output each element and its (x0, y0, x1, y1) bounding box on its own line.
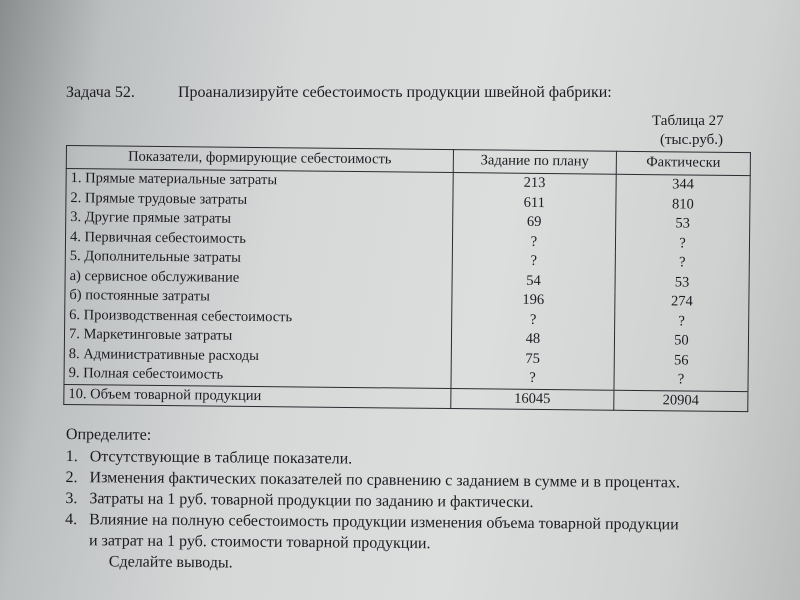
item-number: 2. (65, 468, 78, 487)
header-fact: Фактически (616, 151, 750, 175)
row-plan: 196 (452, 290, 615, 311)
row-fact: 274 (615, 292, 749, 313)
item-number: 4. (65, 510, 78, 529)
row-fact: ? (615, 253, 749, 274)
row-label: б) постоянные затраты (65, 286, 452, 310)
row-plan: 48 (451, 329, 614, 350)
row-label: 4. Первичная себестоимость (65, 228, 452, 252)
row-fact: 50 (614, 331, 748, 352)
row-label: а) сервисное обслуживание (65, 266, 452, 290)
instructions (65, 426, 681, 578)
row-plan: 213 (453, 173, 616, 195)
row-plan: ? (451, 368, 614, 390)
task-header (66, 84, 612, 102)
row-label: 8. Административные расходы (64, 344, 451, 368)
conclusion-text: Сделайте выводы. (108, 553, 233, 572)
table-unit: (тыс.руб.) (660, 132, 724, 148)
header-indicators: Показатели, формирующие себестоимость (66, 146, 453, 173)
row-label: 3. Другие прямые затраты (66, 208, 453, 232)
row-label: 6. Производственная себестоимость (65, 305, 452, 329)
row-fact: 810 (616, 194, 750, 215)
row-plan: 611 (453, 193, 616, 214)
row-label: 1. Прямые материальные затраты (66, 169, 453, 193)
item-text: Влияние на полную себестоимость продукции изменения объема товарной продукции (89, 511, 679, 534)
item-text: Изменения фактических показателей по сравнению с заданием в сумме и в процентах. (89, 469, 681, 492)
row-label: 10. Объем товарной продукции (64, 384, 451, 409)
header-plan: Задание по плану (453, 150, 616, 175)
row-fact: ? (615, 233, 749, 254)
row-plan: ? (451, 310, 614, 331)
row-fact: ? (614, 370, 748, 391)
row-plan: ? (452, 251, 615, 272)
row-fact: 20904 (614, 390, 748, 412)
row-plan: 16045 (451, 388, 614, 410)
row-fact: 56 (614, 350, 748, 371)
cost-table (63, 145, 751, 412)
row-fact: 344 (616, 174, 750, 195)
row-fact: 53 (616, 214, 750, 235)
item-text: Отсутствующие в таблице показатели. (89, 448, 353, 468)
row-label: 9. Полная себестоимость (64, 364, 451, 388)
item-text: Затраты на 1 руб. товарной продукции по заданию и фактически. (89, 490, 534, 512)
item-number: 1. (65, 447, 78, 466)
instructions-title: Определите: (65, 426, 152, 444)
task-description: Проанализируйте себестоимость продукции швейной фабрики: (178, 84, 612, 101)
item-number: 3. (65, 489, 78, 508)
row-label: 2. Прямые трудовые затраты (66, 189, 453, 213)
row-plan: 75 (451, 349, 614, 370)
task-title: Задача 52. (66, 84, 135, 101)
row-label: 7. Маркетинговые затраты (64, 325, 451, 349)
row-plan: ? (452, 232, 615, 253)
row-plan: 69 (452, 212, 615, 233)
row-fact: ? (615, 311, 749, 332)
row-plan: 54 (452, 271, 615, 292)
row-fact: 53 (615, 272, 749, 293)
table-number: Таблица 27 (652, 113, 724, 129)
row-label: 5. Дополнительные затраты (65, 247, 452, 271)
instruction-item-continuation: и затрат на 1 руб. стоимости товарной продукции. (88, 532, 431, 553)
